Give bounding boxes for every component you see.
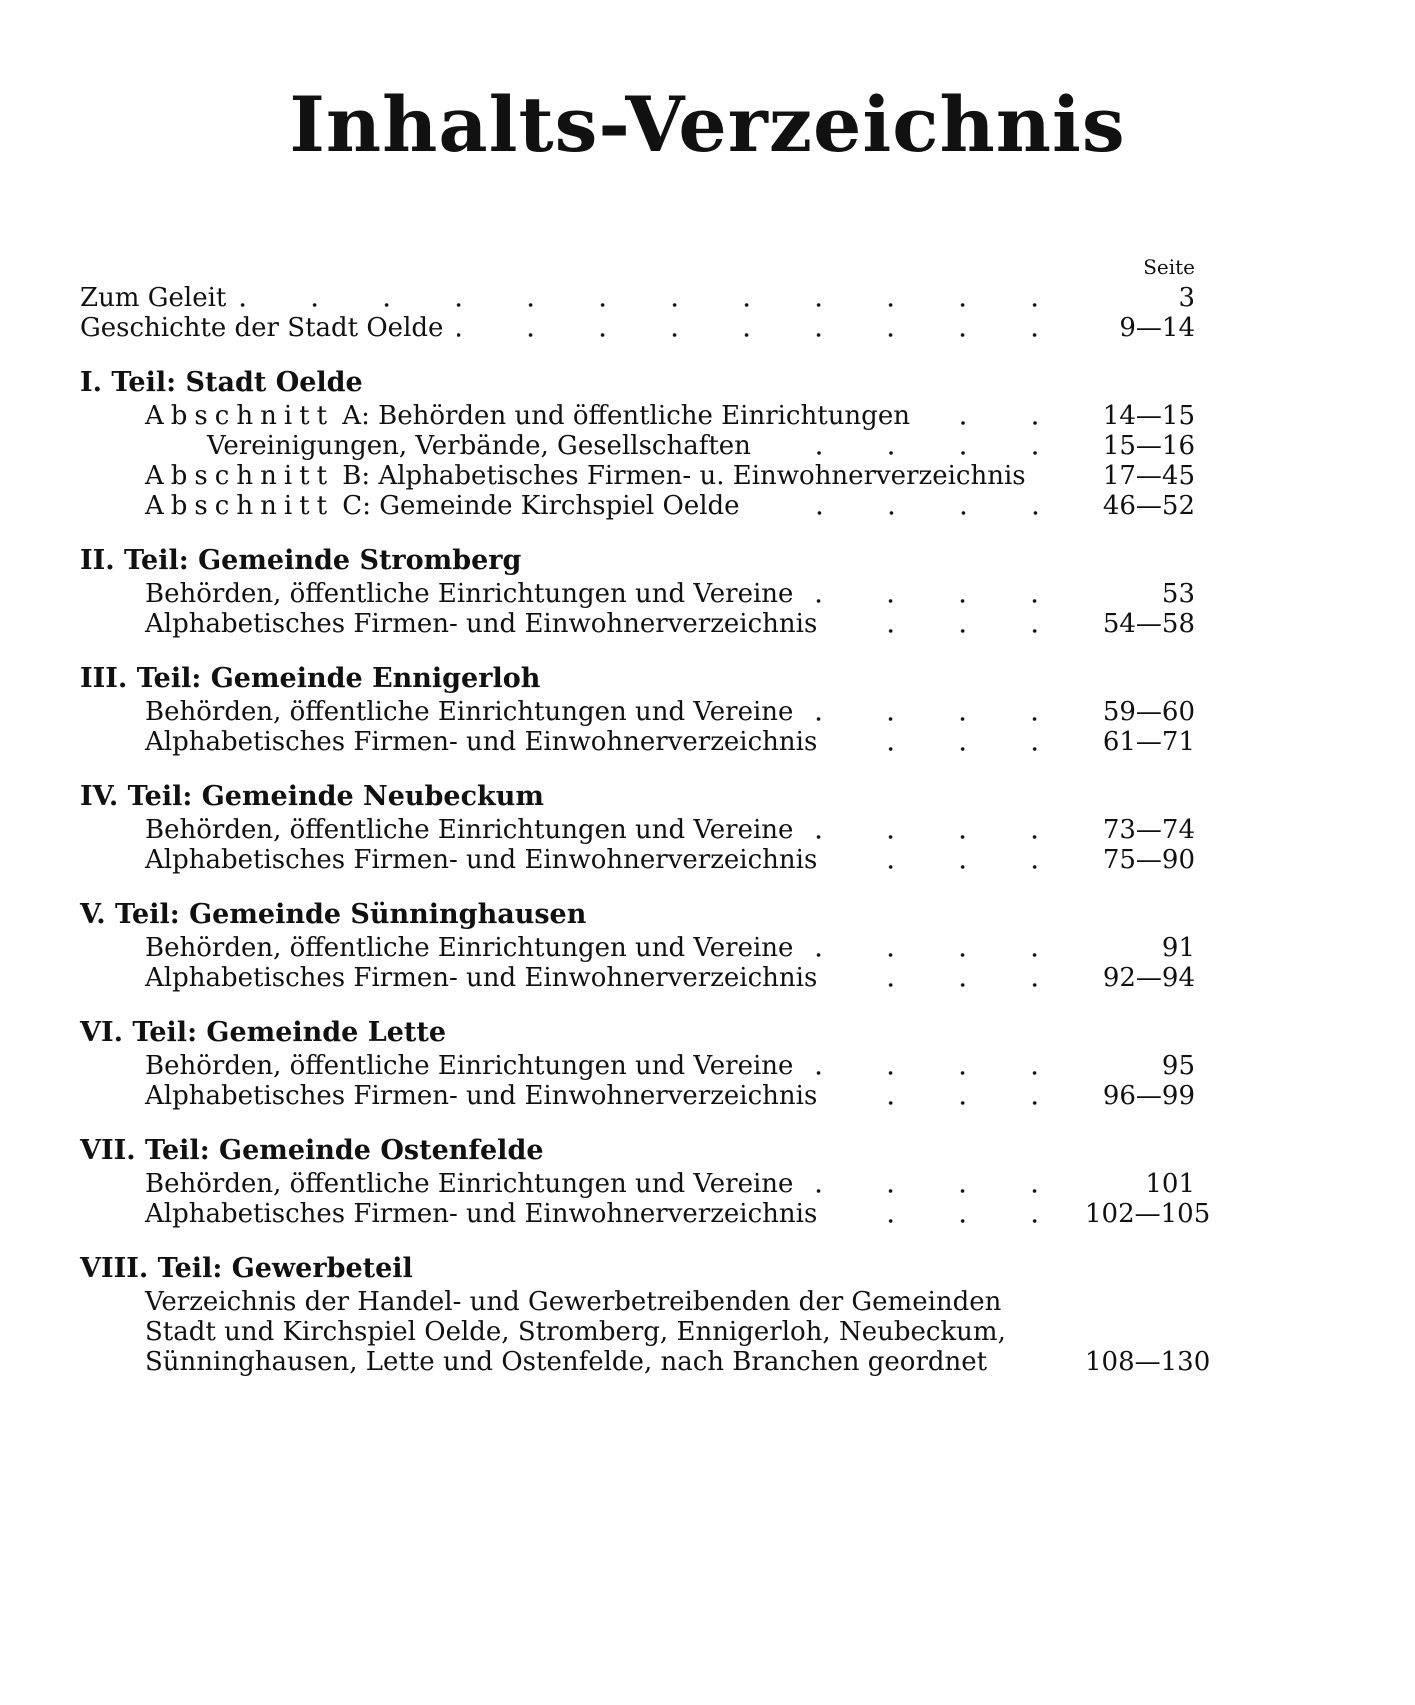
- toc-entry: Verzeichnis der Handel- und Gewerbetreibenden der Gemeinden: [145, 1287, 1002, 1317]
- toc-entry: [80, 727, 1195, 757]
- dot-leader: [807, 717, 1071, 721]
- entry-label: Behörden, öffentliche Einrichtungen und Vereine: [145, 1051, 794, 1081]
- part-heading: II. Teil: Gemeinde Stromberg: [80, 545, 522, 576]
- entry-prefix: Abschnitt: [145, 401, 335, 431]
- page-number: 96—99: [1102, 1081, 1195, 1111]
- dot-leader: [457, 333, 1071, 337]
- dot-leader: [924, 421, 1071, 425]
- entry-text: A: Behörden und öffentliche Einrichtungen: [334, 401, 910, 431]
- dot-leader: [807, 1071, 1071, 1075]
- part-section: [80, 661, 1195, 757]
- toc-entry: [80, 491, 1195, 521]
- entry-label: Behörden, öffentliche Einrichtungen und Vereine: [145, 1169, 794, 1199]
- toc-entry: [80, 697, 1195, 727]
- entry-label: Alphabetisches Firmen- und Einwohnerverzeichnis: [145, 727, 818, 757]
- page-number: 15—16: [1102, 431, 1195, 461]
- entry-label: [145, 491, 740, 521]
- toc-entry: [80, 1199, 1211, 1229]
- toc-entry: [80, 963, 1195, 993]
- table-of-contents: [80, 255, 1211, 1377]
- part-heading: III. Teil: Gemeinde Ennigerloh: [80, 663, 541, 694]
- part-heading: I. Teil: Stadt Oelde: [80, 367, 363, 398]
- page-number: 53: [1161, 579, 1195, 609]
- dot-leader: [240, 303, 1071, 307]
- part-section: [80, 1133, 1211, 1229]
- part-section: [80, 897, 1195, 993]
- page-title: Inhalts-Verzeichnis: [289, 80, 1126, 169]
- page-number: 54—58: [1102, 609, 1195, 639]
- dot-leader: [831, 865, 1071, 869]
- toc-entry: [80, 1081, 1195, 1111]
- part-heading: VIII. Teil: Gewerbeteil: [80, 1253, 413, 1284]
- entry-text: B: Alphabetisches Firmen- u. Einwohnerverzeichnis: [334, 461, 1026, 491]
- part-heading: VI. Teil: Gemeinde Lette: [80, 1017, 447, 1048]
- dot-leader: [765, 451, 1071, 455]
- dot-leader: [1040, 481, 1071, 485]
- part-section: [80, 1015, 1195, 1111]
- entry-label: Geschichte der Stadt Oelde: [80, 313, 444, 343]
- part-heading: V. Teil: Gemeinde Sünninghausen: [80, 899, 587, 930]
- page-column-label: Seite: [1143, 255, 1195, 279]
- entry-label: Alphabetisches Firmen- und Einwohnerverzeichnis: [145, 845, 818, 875]
- part-section: [80, 365, 1195, 521]
- toc-entry: [80, 283, 1195, 313]
- parts: [80, 365, 1211, 1229]
- toc-entry: [80, 933, 1195, 963]
- part-section: [80, 779, 1195, 875]
- entry-label: Behörden, öffentliche Einrichtungen und Vereine: [145, 697, 794, 727]
- entry-text: C: Gemeinde Kirchspiel Oelde: [334, 491, 740, 521]
- page-number: 61—71: [1102, 727, 1195, 757]
- entry-prefix: Abschnitt: [145, 491, 335, 521]
- page-number: 73—74: [1102, 815, 1195, 845]
- page-number: 75—90: [1102, 845, 1195, 875]
- toc-entry: [80, 1169, 1195, 1199]
- entry-prefix: Abschnitt: [145, 461, 335, 491]
- toc-entry: [80, 815, 1195, 845]
- page-number: 95: [1161, 1051, 1195, 1081]
- entry-label: Alphabetisches Firmen- und Einwohnerverzeichnis: [145, 963, 818, 993]
- entry-label: Behörden, öffentliche Einrichtungen und Vereine: [145, 815, 794, 845]
- dot-leader: [831, 1219, 1071, 1223]
- toc-entry: [80, 579, 1195, 609]
- part-viii: [80, 1251, 1211, 1377]
- toc-entry: [80, 431, 1195, 461]
- entry-label: Vereinigungen, Verbände, Gesellschaften: [207, 431, 751, 461]
- intro-entries: [80, 283, 1195, 343]
- entry-label: Alphabetisches Firmen- und Einwohnerverzeichnis: [145, 609, 818, 639]
- page-number: 14—15: [1102, 401, 1195, 431]
- page-number: 108—130: [1085, 1347, 1211, 1377]
- dot-leader: [831, 747, 1071, 751]
- dot-leader: [807, 835, 1071, 839]
- entry-label: [145, 461, 1026, 491]
- dot-leader: [807, 1189, 1071, 1193]
- dot-leader: [831, 629, 1071, 633]
- page-number: 3: [1178, 283, 1195, 313]
- entry-label: Alphabetisches Firmen- und Einwohnerverzeichnis: [145, 1199, 818, 1229]
- page-number: 92—94: [1102, 963, 1195, 993]
- page-number: 17—45: [1102, 461, 1195, 491]
- page-number: 59—60: [1102, 697, 1195, 727]
- part-heading: IV. Teil: Gemeinde Neubeckum: [80, 781, 544, 812]
- page-number: 9—14: [1119, 313, 1195, 343]
- toc-entry: Stadt und Kirchspiel Oelde, Stromberg, Ennigerloh, Neubeckum,: [145, 1317, 1006, 1347]
- toc-entry: [80, 461, 1195, 491]
- dot-leader: [807, 599, 1071, 603]
- entry-label: Behörden, öffentliche Einrichtungen und Vereine: [145, 579, 794, 609]
- dot-leader: [754, 511, 1071, 515]
- toc-entry: [80, 1051, 1195, 1081]
- part-heading: VII. Teil: Gemeinde Ostenfelde: [80, 1135, 544, 1166]
- entry-label: Alphabetisches Firmen- und Einwohnerverzeichnis: [145, 1081, 818, 1111]
- dot-leader: [807, 953, 1071, 957]
- entry-label: Zum Geleit: [80, 283, 227, 313]
- part-section: [80, 543, 1195, 639]
- entry-label: [145, 401, 910, 431]
- dot-leader: [831, 983, 1071, 987]
- page-number: 46—52: [1102, 491, 1195, 521]
- page-number: 102—105: [1085, 1199, 1211, 1229]
- dot-leader: [831, 1101, 1071, 1105]
- toc-entry: [80, 609, 1195, 639]
- toc-entry: [80, 401, 1195, 431]
- entry-label: Behörden, öffentliche Einrichtungen und Vereine: [145, 933, 794, 963]
- toc-entry: [80, 313, 1195, 343]
- toc-entry: [80, 845, 1195, 875]
- page-number: 91: [1161, 933, 1195, 963]
- toc-entry: Sünninghausen, Lette und Ostenfelde, nach Branchen geordnet 108—130: [145, 1347, 1211, 1377]
- page-number: 101: [1145, 1169, 1195, 1199]
